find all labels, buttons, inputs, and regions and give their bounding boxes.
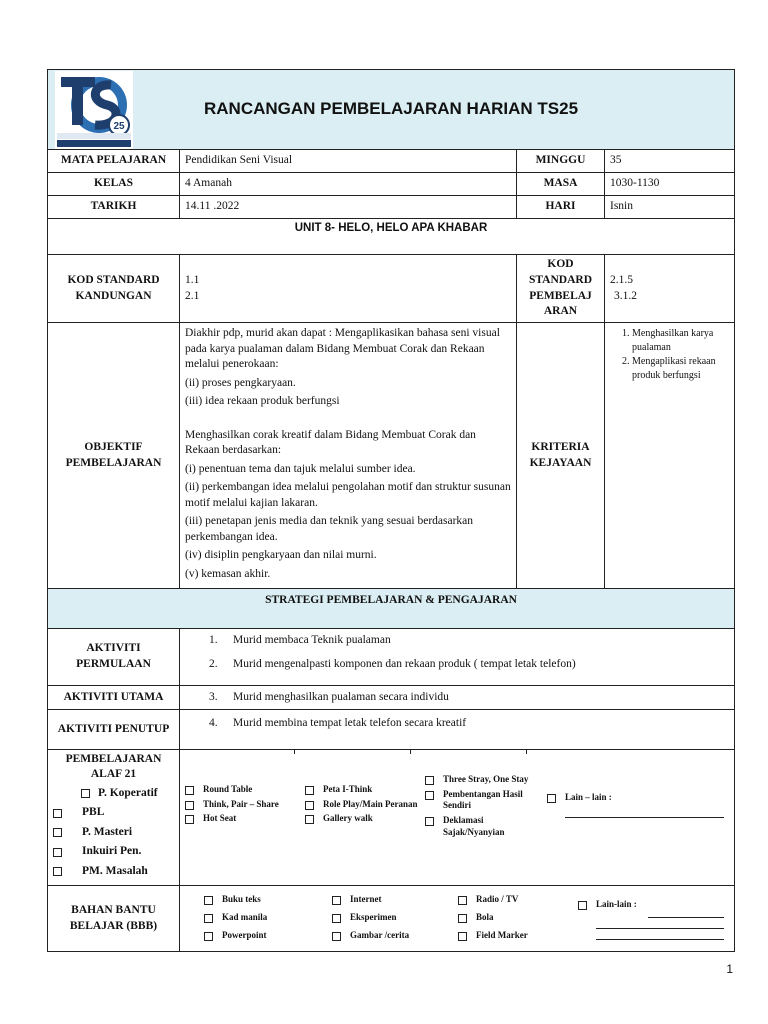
hari-label: HARI [517,196,605,219]
checkbox-icon[interactable] [578,901,587,910]
bbb-row [48,886,735,952]
bbb-col-1 [180,886,320,951]
checkbox-icon[interactable] [458,896,467,905]
option-bbb-lain-lain[interactable]: Lain-lain : [578,899,724,911]
bbb-label: BAHAN BANTU BELAJAR (BBB) [48,886,180,952]
alaf-item-inkuiri[interactable]: Inkuiri Pen. [53,844,174,860]
checkbox-icon[interactable] [53,828,62,837]
option-gallery-walk[interactable]: Gallery walk [305,813,421,825]
kelas-label: KELAS [48,173,180,196]
penutup-label: AKTIVITI PENUTUP [48,710,180,750]
checkbox-icon[interactable] [53,848,62,857]
bbb-lain-lain-line-2[interactable] [596,918,724,929]
kelas-value: 4 Amanah [180,173,517,196]
permulaan-content [180,629,735,686]
mata-label: MATA PELAJARAN [48,150,180,173]
utama-content [180,686,735,710]
checkbox-icon[interactable] [305,801,314,810]
kriteria-content [605,323,735,589]
checkbox-icon[interactable] [53,809,62,818]
checkbox-icon[interactable] [204,914,213,923]
info-row-2 [48,173,735,196]
alaf-col-1 [180,750,301,884]
alaf-item-masalah[interactable]: PM. Masalah [53,864,174,880]
unit-title: UNIT 8- HELO, HELO APA KHABAR [48,219,735,255]
kriteria-label: KRITERIA KEJAYAAN [517,323,605,589]
option-kad-manila[interactable]: Kad manila [204,912,320,924]
option-hot-seat[interactable]: Hot Seat [185,813,301,825]
option-three-stray[interactable]: Three Stray, One Stay [425,774,541,786]
penutup-item: 4. Murid membina tempat letak telefon secara kreatif [209,717,467,729]
svg-text:25: 25 [113,121,125,132]
lesson-plan-sheet [47,69,734,952]
objektif-item: (v) kemasan akhir. [185,567,271,580]
option-pembentangan[interactable]: Pembentangan Hasil Sendiri [425,789,541,812]
kriteria-item: 2. Mengaplikasi rekaan produk berfungsi [632,355,729,382]
ts25-logo [55,71,133,155]
checkbox-icon[interactable] [332,932,341,941]
option-deklamasi[interactable]: Deklamasi Sajak/Nyanyian [425,815,541,838]
utama-item: 3. Murid menghasilkan pualaman secara individu [209,690,449,703]
ksk-value: 2.1 [185,289,200,302]
objektif-label: OBJEKTIF PEMBELAJARAN [48,323,180,589]
objektif-content [180,323,517,589]
option-gambar-cerita[interactable]: Gambar /cerita [332,930,448,942]
alaf-cell [48,750,180,886]
permulaan-label: AKTIVITI PERMULAAN [48,629,180,686]
checkbox-icon[interactable] [53,867,62,876]
bbb-col-4 [574,886,734,951]
objektif-row [48,323,735,589]
checkbox-icon[interactable] [81,789,90,798]
checkbox-icon[interactable] [204,932,213,941]
lesson-plan-table [47,69,735,952]
objektif-item: (iv) disiplin pengkaryaan dan nilai murni. [185,549,377,562]
option-field-marker[interactable]: Field Marker [458,930,574,942]
checkbox-icon[interactable] [305,815,314,824]
alaf-options [180,750,735,886]
alaf-col-4 [541,750,734,884]
lain-lain-line[interactable] [565,807,724,818]
option-radio-tv[interactable]: Radio / TV [458,894,574,906]
strategi-row [48,589,735,629]
header-row [48,70,735,150]
ksp-label: KOD STANDARD PEMBELAJ ARAN [517,255,605,323]
checkbox-icon[interactable] [204,896,213,905]
penutup-row [48,710,735,750]
objektif-item: (ii) perkembangan idea melalui pengolahan motif dan struktur susunan motif melalui kajian lakaran. [185,481,511,509]
option-think-pair-share[interactable]: Think, Pair – Share [185,799,301,811]
utama-label: AKTIVITI UTAMA [48,686,180,710]
option-internet[interactable]: Internet [332,894,448,906]
option-round-table[interactable]: Round Table [185,784,301,796]
checkbox-icon[interactable] [305,786,314,795]
option-role-play[interactable]: Role Play/Main Peranan [305,799,421,811]
ksk-label: KOD STANDARD KANDUNGAN [48,255,180,323]
alaf-col-3 [421,750,541,884]
masa-value: 1030-1130 [605,173,735,196]
alaf-item-pbl[interactable]: PBL [53,805,174,821]
utama-row [48,686,735,710]
standard-row [48,255,735,323]
ksp-values [605,255,735,323]
objektif-item: (iii) idea rekaan produk berfungsi [185,395,340,408]
minggu-value: 35 [605,150,735,173]
kriteria-list [610,327,729,382]
info-row-1 [48,150,735,173]
checkbox-icon[interactable] [458,932,467,941]
checkbox-icon[interactable] [185,786,194,795]
option-buku-teks[interactable]: Buku teks [204,894,320,906]
option-bola[interactable]: Bola [458,912,574,924]
alaf-item-koperatif[interactable]: P. Koperatif [53,786,174,802]
bbb-col-2 [320,886,448,951]
permulaan-row [48,629,735,686]
mata-value: Pendidikan Seni Visual [180,150,517,173]
unit-row [48,219,735,255]
alaf-row [48,750,735,886]
penutup-content [180,710,735,750]
page-title: RANCANGAN PEMBELAJARAN HARIAN TS25 [204,99,579,119]
alaf-label: PEMBELAJARAN ALAF 21 [65,753,162,780]
checkbox-icon[interactable] [425,791,434,800]
option-peta-ithink[interactable]: Peta I-Think [305,784,421,796]
checkbox-icon[interactable] [332,896,341,905]
objektif-item: (i) penentuan tema dan tajuk melalui sumber idea. [185,462,416,475]
option-powerpoint[interactable]: Powerpoint [204,930,320,942]
masa-label: MASA [517,173,605,196]
checkbox-icon[interactable] [332,914,341,923]
permulaan-item: 1. Murid membaca Teknik pualaman [209,634,391,646]
strategi-title: STRATEGI PEMBELAJARAN & PENGAJARAN [48,589,735,629]
checkbox-icon[interactable] [185,801,194,810]
ksk-value: 1.1 [185,273,200,286]
kriteria-item: 1. Menghasilkan karya pualaman [632,327,729,354]
option-eksperimen[interactable]: Eksperimen [332,912,448,924]
tarikh-value: 14.11 .2022 [180,196,517,219]
bbb-col-3 [448,886,574,951]
checkbox-icon[interactable] [458,914,467,923]
objektif-item: (iii) penetapan jenis media dan teknik yang sesuai berdasarkan perkembangan idea. [185,515,474,543]
option-lain-lain[interactable]: Lain – lain : [547,792,724,804]
alaf-item-masteri[interactable]: P. Masteri [53,825,174,841]
checkbox-icon[interactable] [547,794,556,803]
checkbox-icon[interactable] [185,815,194,824]
ksk-values [180,255,517,323]
tarikh-label: TARIKH [48,196,180,219]
checkbox-icon[interactable] [425,776,434,785]
objektif-para-2: Menghasilkan corak kreatif dalam Bidang Membuat Corak dan Rekaan berdasarkan: [185,428,476,457]
bbb-lain-lain-line-3[interactable] [596,929,724,940]
ksp-value: 2.1.5 [610,273,633,286]
objektif-item: (ii) proses pengkaryaan. [185,376,296,389]
ksp-value: 3.1.2 [614,289,637,302]
objektif-para-1: Diakhir pdp, murid akan dapat : Mengaplikasikan bahasa seni visual pada karya pualaman dalam Bidang Membuat Corak dan Rekaan melalui penerokaan: [185,327,500,371]
checkbox-icon[interactable] [425,817,434,826]
info-row-3 [48,196,735,219]
permulaan-item: 2. Murid mengenalpasti komponen dan rekaan produk ( tempat letak telefon) [209,657,576,670]
bbb-options [180,886,735,952]
minggu-label: MINGGU [517,150,605,173]
alaf-col-2 [301,750,421,884]
page-number: 1 [726,962,733,976]
hari-value: Isnin [605,196,735,219]
